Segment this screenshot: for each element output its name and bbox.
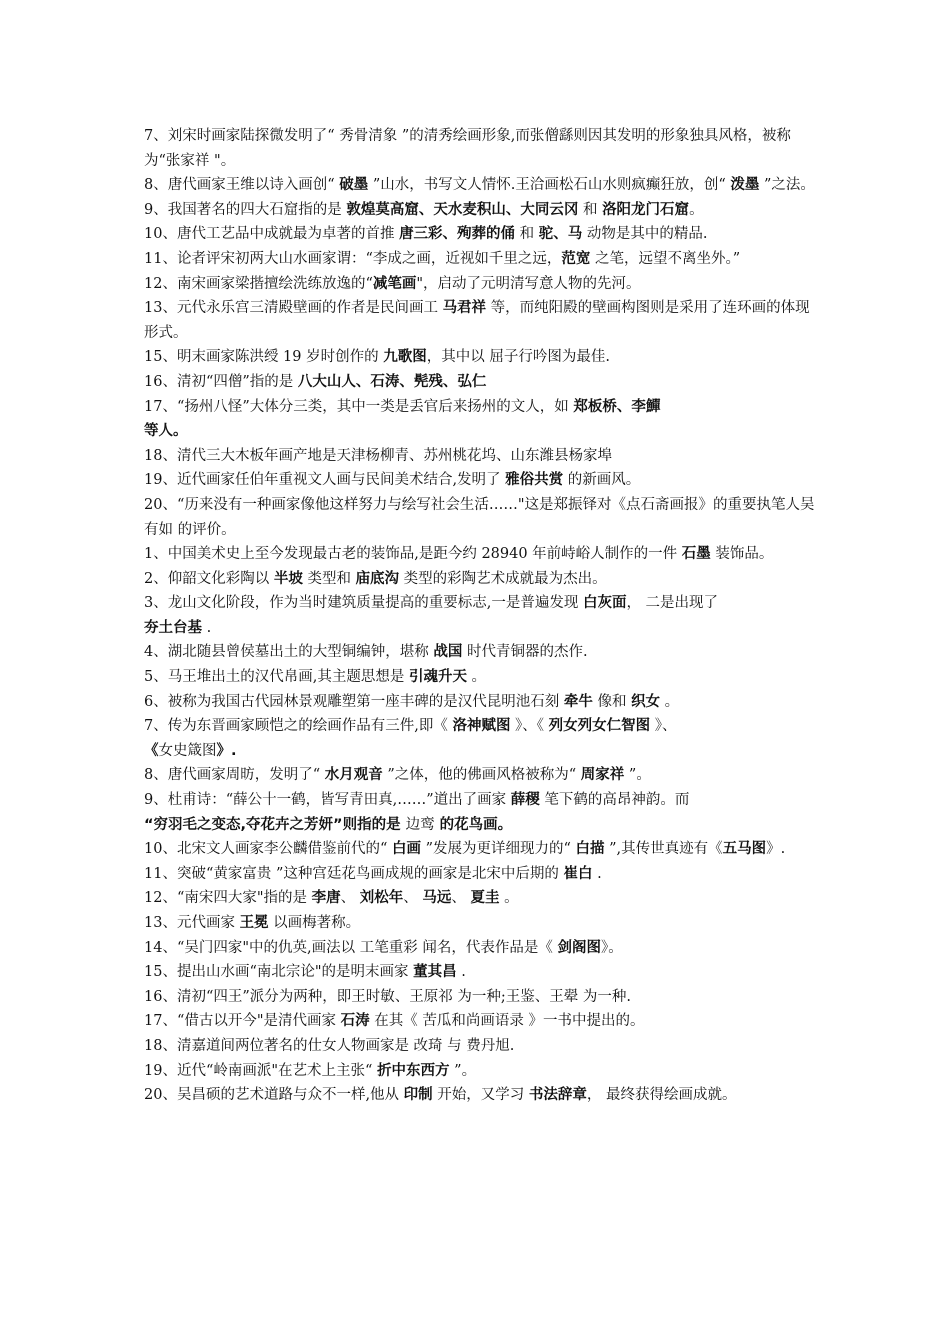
list-item	[144, 714, 824, 763]
question-text: 时代青铜器的杰作.	[462, 644, 588, 661]
answer-text: 减笔画	[372, 275, 417, 292]
question-text: 以画梅著称。	[268, 915, 361, 931]
question-text: ， 最终获得绘画成就。	[586, 1087, 737, 1104]
answer-text: 破墨	[339, 177, 369, 194]
question-text: ”发展为更详细现力的“	[420, 841, 576, 858]
question-text: 动物是其中的精品.	[582, 226, 708, 243]
question-text: 女史箴图	[158, 742, 217, 759]
answer-text: 折中东西方	[377, 1062, 450, 1079]
question-text: 类型和	[302, 570, 356, 587]
question-text: 的新画风。	[563, 472, 641, 489]
answer-text: 五马图	[722, 841, 767, 858]
list-item	[144, 222, 824, 247]
question-text: 9、我国著名的四大石窟指的是	[144, 201, 347, 218]
question-text: 11、突破“黄家富贵 ”这种宫廷花鸟画成规的画家是北宋中后期的	[144, 865, 564, 882]
answer-text: 夏圭	[470, 890, 500, 907]
list-item	[144, 665, 824, 690]
answer-text: 敦煌莫高窟、天水麦积山、大同云冈	[346, 201, 579, 218]
answer-text: 洛阳龙门石窟	[602, 201, 690, 218]
question-text: .	[202, 619, 212, 636]
answer-text: 驼、马	[538, 226, 583, 243]
list-item	[144, 444, 824, 469]
question-text: 8、唐代画家王维以诗入画创“	[144, 177, 340, 194]
document-body	[144, 124, 824, 1108]
question-text: 6、被称为我国古代园林景观雕塑第一座丰碑的是汉代昆明池石刻	[144, 693, 564, 710]
question-text: 19、近代画家任伯年重视文人画与民间美术结合,发明了	[144, 472, 506, 489]
list-item	[144, 395, 824, 444]
question-text: 之笔，远望不离坐外。”	[590, 250, 741, 267]
list-item	[144, 862, 824, 887]
answer-text: 引魂升天	[408, 669, 467, 686]
answer-text: 九歌图	[383, 349, 427, 366]
question-text: 2、仰韶文化彩陶以	[144, 570, 274, 587]
answer-text: 刘松年	[359, 890, 404, 907]
question-text: ”之法。	[759, 177, 815, 194]
answer-text: 《	[144, 742, 159, 759]
answer-text: 白画	[391, 841, 421, 858]
list-item	[144, 591, 824, 640]
list-item	[144, 468, 824, 493]
list-item	[144, 345, 824, 370]
answer-text: 石涛	[340, 1013, 370, 1030]
question-text: 7、刘宋时画家陆探微发明了“ 秀骨清象 ”的清秀绘画形象,而张僧繇则因其发明的形象独具风格，被称为“张家祥 "。	[144, 128, 791, 169]
answer-text: 牵牛	[563, 693, 593, 710]
answer-text: 庙底沟	[355, 570, 400, 587]
question-text: 13、元代画家	[144, 915, 240, 931]
question-text: 。	[499, 890, 519, 907]
question-text: 20、“历来没有一种画家像他这样努力与绘写社会生活……"这是郑振铎对《点石斋画报》的重要执笔人吴有如 的评价。	[144, 496, 815, 538]
question-text: "，启动了元明清写意人物的先河。	[416, 275, 641, 292]
question-text: 开始，又学习	[432, 1087, 529, 1104]
question-text: ”,其传世真迹有《	[604, 841, 723, 858]
answer-text: 范宽	[561, 250, 591, 267]
answer-text: 石墨	[681, 546, 711, 563]
question-text: 18、清代三大木板年画产地是天津杨柳青、苏州桃花坞、山东潍县杨家埠	[144, 447, 612, 464]
question-text: ，其中以 屈子行吟图为最佳.	[426, 349, 610, 366]
question-text: 15、明末画家陈洪绶 19 岁时创作的	[144, 349, 384, 366]
answer-text: 王冕	[239, 915, 269, 931]
answer-text: 剑阁图	[557, 939, 601, 956]
answer-text: 书法辞章	[528, 1087, 587, 1104]
answer-text: 半坡	[273, 570, 303, 587]
answer-text: “穷羽毛之变态,夺花卉之芳妍”则指的是	[144, 816, 406, 833]
answer-text: 战国	[433, 644, 463, 661]
question-text: 11、论者评宋初两大山水画家谓：“李成之画，近视如千里之远，	[144, 250, 562, 267]
list-item	[144, 124, 824, 173]
question-text: ”之体，他的佛画风格被称为“	[382, 767, 581, 784]
list-item	[144, 296, 824, 345]
answer-text: 》.	[216, 742, 237, 759]
question-text: 。	[660, 693, 680, 710]
list-item	[144, 542, 824, 567]
question-text: 类型的彩陶艺术成就最为杰出。	[399, 570, 607, 587]
answer-text: 李唐	[311, 890, 341, 907]
question-text: ， 二是出现了	[626, 595, 719, 612]
answer-text: 董其昌	[413, 964, 457, 981]
answer-text: 马远	[422, 890, 452, 907]
answer-text: 等人。	[144, 423, 188, 440]
list-item	[144, 1009, 824, 1034]
question-text: 、	[340, 890, 360, 907]
question-text: 、	[451, 890, 471, 907]
question-text: 18、清嘉道间两位著名的仕女人物画家是 改琦 与 费丹旭.	[144, 1037, 515, 1054]
question-text: 》。	[600, 939, 623, 956]
list-item	[144, 247, 824, 272]
question-text: 装饰品。	[710, 546, 774, 563]
answer-text: 洛神赋图	[452, 718, 511, 735]
answer-text: 的花鸟画。	[434, 816, 513, 833]
question-text: ”。	[624, 767, 651, 784]
question-text: 和	[578, 201, 603, 218]
list-item	[144, 1083, 824, 1108]
answer-text: 白描	[575, 841, 605, 858]
question-text: 4、湖北随县曾侯墓出土的大型铜编钟，堪称	[144, 644, 434, 661]
question-text: 19、近代“岭南画派"在艺术上主张“	[144, 1062, 378, 1079]
question-text: 9、杜甫诗：“薛公十一鹤，皆写青田真,……”道出了画家	[144, 792, 511, 809]
question-text: 在其《 苦瓜和尚画语录 》一书中提出的。	[369, 1013, 645, 1030]
list-item	[144, 493, 824, 542]
question-text: 8、唐代画家周昉，发明了“	[144, 767, 325, 784]
answer-text: 列女列女仁智图	[548, 718, 651, 735]
list-item	[144, 960, 824, 985]
answer-text: 泼墨	[730, 177, 760, 194]
question-text: 。	[466, 669, 487, 686]
question-text: .	[592, 865, 602, 882]
question-text: .	[456, 964, 466, 981]
list-item	[144, 690, 824, 715]
answer-text: 崔白	[563, 865, 593, 882]
answer-text: 白灰面	[582, 595, 627, 612]
answer-text: 水月观音	[324, 767, 383, 784]
question-text: 15、提出山水画“南北宗论"的是明末画家	[144, 964, 414, 981]
question-text: 20、吴昌硕的艺术道路与众不一样,他从	[144, 1087, 404, 1104]
question-text: 和	[515, 226, 539, 243]
answer-text: 织女	[631, 693, 661, 710]
question-text: 16、清初“四僧”指的是	[144, 373, 298, 390]
question-text: ”。	[449, 1062, 477, 1079]
question-text: 像和	[592, 693, 632, 710]
question-text: ”山水，书写文人情怀.王洽画松石山水则疯癫狂放，创“	[368, 177, 731, 194]
question-text: 、	[403, 890, 423, 907]
answer-text: 八大山人、石涛、髡残、弘仁	[297, 373, 487, 390]
question-text: 12、“南宋四大家"指的是	[144, 890, 312, 907]
question-text: 》、《	[510, 718, 549, 735]
list-item	[144, 370, 824, 395]
list-item	[144, 567, 824, 592]
question-text: 12、南宋画家梁揩擅绘洗练放逸的“	[144, 275, 373, 292]
question-text: 》、	[650, 718, 677, 735]
list-item	[144, 763, 824, 788]
question-text: 》.	[766, 841, 786, 858]
question-text: 13、元代永乐宫三清殿壁画的作者是民间画工	[144, 300, 443, 317]
question-text: 5、马王堆出土的汉代帛画,其主题思想是	[144, 669, 409, 686]
question-text: 10、唐代工艺品中成就最为卓著的首推	[144, 226, 400, 243]
question-text: 笔下鹤的高昂神韵。而	[539, 792, 690, 809]
answer-text: 印制	[403, 1087, 433, 1104]
question-text: 。	[689, 201, 704, 218]
question-text: 1、中国美术史上至今发现最古老的装饰品,是距今约 28940 年前峙峪人制作的一件	[144, 546, 682, 563]
list-item	[144, 985, 824, 1010]
list-item	[144, 173, 824, 198]
question-text: 17、“扬州八怪”大体分三类，其中一类是丢官后来扬州的文人，如	[144, 398, 574, 415]
list-item	[144, 788, 824, 837]
list-item	[144, 936, 824, 961]
list-item	[144, 1034, 824, 1059]
answer-text: 雅俗共赏	[505, 472, 564, 489]
list-item	[144, 272, 824, 297]
answer-text: 夯土台基	[144, 619, 202, 636]
list-item	[144, 911, 824, 936]
list-item	[144, 1059, 824, 1084]
answer-text: 唐三彩、殉葬的俑	[399, 226, 516, 243]
question-text: 16、清初“四王”派分为两种，即王时敏、王原祁 为一种;王鉴、王翚 为一种.	[144, 988, 631, 1005]
question-text: 10、北宋文人画家李公麟借鉴前代的“	[144, 841, 392, 858]
question-text: 3、龙山文化阶段，作为当时建筑质量提高的重要标志,一是普遍发现	[144, 595, 583, 612]
answer-text: 周家祥	[580, 767, 625, 784]
question-text: 17、“借古以开今"是清代画家	[144, 1013, 341, 1030]
list-item	[144, 837, 824, 862]
question-text: 边鸾	[405, 816, 435, 833]
question-text: 14、“吴门四家"中的仇英,画法以 工笔重彩 闻名，代表作品是《	[144, 939, 558, 956]
list-item	[144, 198, 824, 223]
question-text: 7、传为东晋画家顾恺之的绘画作品有三件,即《	[144, 718, 453, 735]
list-item	[144, 640, 824, 665]
question-text: 等，而纯阳殿的壁画构图则是采用了连环画的体现形式。	[144, 300, 810, 341]
answer-text: 薛稷	[510, 792, 540, 809]
answer-text: 马君祥	[442, 300, 487, 317]
list-item	[144, 886, 824, 911]
answer-text: 郑板桥、李鱓	[573, 398, 661, 415]
